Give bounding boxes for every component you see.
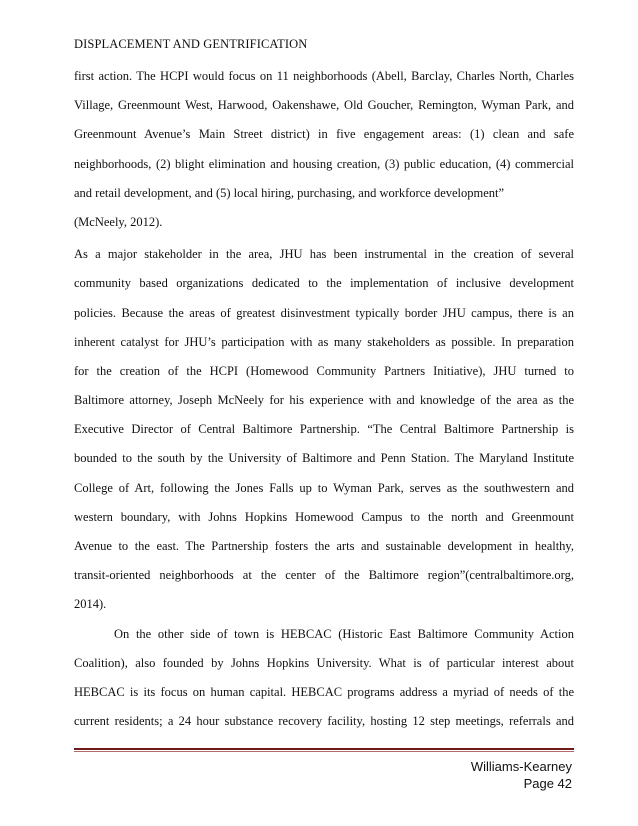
running-head: DISPLACEMENT AND GENTRIFICATION: [74, 37, 308, 51]
text-line: western boundary, with Johns Hopkins Homewood Campus to the north and Greenmount: [74, 509, 574, 524]
text-line: Village, Greenmount West, Harwood, Oakenshawe, Old Goucher, Remington, Wyman Park, and: [74, 98, 574, 113]
text-line: bounded to the south by the University of Baltimore and Penn Station. The Maryland Institute: [74, 451, 574, 466]
text-line: Coalition), also founded by Johns Hopkins University. What is of particular interest about: [74, 655, 574, 670]
text-line: inherent catalyst for JHU’s participation with as many stakeholders as possible. In preparation: [74, 334, 574, 349]
page-footer: [471, 758, 572, 792]
page-number: Page 42: [523, 776, 572, 791]
text-line: HEBCAC is its focus on human capital. HEBCAC programs address a myriad of needs of the: [74, 684, 574, 699]
footer-rule-thin: [74, 751, 574, 752]
text-line: Greenmount Avenue’s Main Street district) in five engagement areas: (1) clean and safe: [74, 127, 574, 142]
text-line: first action. The HCPI would focus on 11 neighborhoods (Abell, Barclay, Charles North, Charles: [74, 69, 574, 83]
text-line: As a major stakeholder in the area, JHU has been instrumental in the creation of several: [74, 247, 574, 262]
text-line: On the other side of town is HEBCAC (Historic East Baltimore Community Action: [114, 626, 574, 641]
body-text: [74, 62, 574, 736]
text-line: (McNeely, 2012).: [74, 214, 163, 229]
text-line: and retail development, and (5) local hiring, purchasing, and workforce development”: [74, 185, 505, 200]
footer-rule: [74, 748, 574, 750]
text-line: policies. Because the areas of greatest disinvestment typically border JHU campus, there is an: [74, 305, 574, 320]
text-line: neighborhoods, (2) blight elimination and housing creation, (3) public education, (4) commercial: [74, 156, 574, 171]
text-line: Avenue to the east. The Partnership fosters the arts and sustainable development in healthy,: [74, 539, 574, 553]
text-line: 2014).: [74, 597, 107, 612]
text-line: for the creation of the HCPI (Homewood Community Partners Initiative), JHU turned to: [74, 363, 574, 378]
text-line: transit-oriented neighborhoods at the center of the Baltimore region”(centralbaltimore.org,: [74, 568, 574, 583]
footer-author: Williams-Kearney: [470, 759, 572, 774]
text-line: Executive Director of Central Baltimore Partnership. “The Central Baltimore Partnership is: [74, 422, 574, 437]
text-line: Baltimore attorney, Joseph McNeely for his experience with and knowledge of the area as the: [74, 393, 574, 408]
text-line: current residents; a 24 hour substance recovery facility, hosting 12 step meetings, referrals and: [74, 714, 574, 729]
text-line: community based organizations dedicated to the implementation of inclusive development: [74, 276, 574, 291]
text-line: College of Art, following the Jones Falls up to Wyman Park, serves as the southwestern and: [74, 480, 574, 495]
